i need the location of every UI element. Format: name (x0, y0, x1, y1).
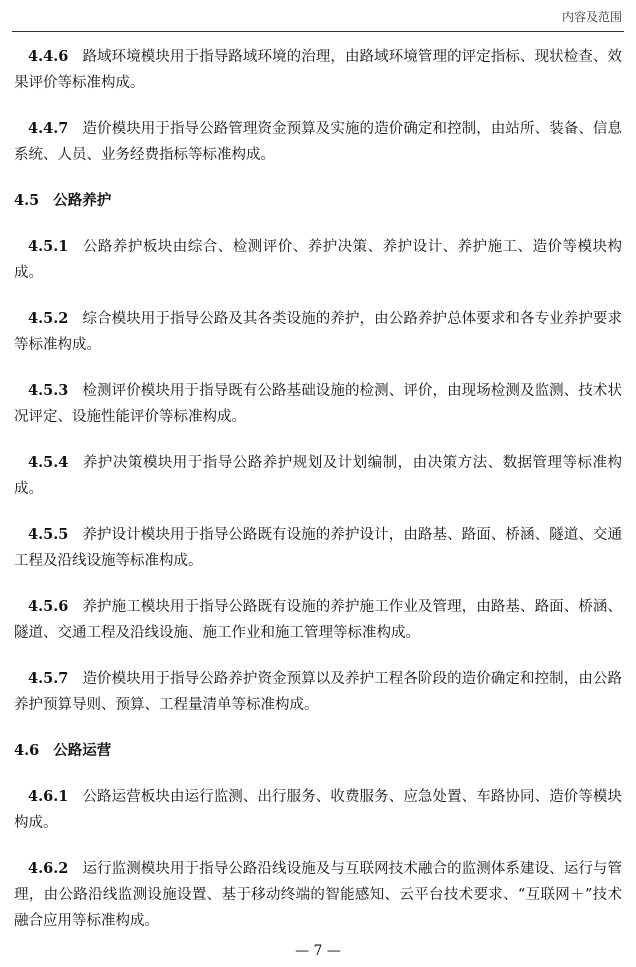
section-title: 公路养护 (53, 193, 112, 209)
clause-text: 检测评价模块用于指导既有公路基础设施的检测、评价，由现场检测及监测、技术状况评定、设施性能评价等标准构成。 (14, 383, 622, 425)
running-title: 内容及范围 (561, 10, 622, 24)
clause-text: 养护决策模块用于指导公路养护规划及计划编制，由决策方法、数据管理等标准构成。 (14, 455, 622, 497)
clause-number: 4.5.6 (28, 598, 69, 615)
clause-number: 4.5.4 (28, 454, 69, 471)
clause-text: 运行监测模块用于指导公路沿线设施及与互联网技术融合的监测体系建设、运行与管理，由公路沿线监测设施设置、基于移动终端的智能感知、云平台技术要求、“互联网＋”技术融合应用等标准构成。 (14, 861, 622, 929)
clause-4-5-4 (14, 450, 622, 502)
clause-4-4-6 (14, 44, 622, 96)
clause-number: 4.4.7 (28, 120, 69, 137)
clause-text: 公路运营板块由运行监测、出行服务、收费服务、应急处置、车路协同、造价等模块构成。 (14, 789, 622, 831)
clause-number: 4.4.6 (28, 48, 69, 65)
clause-text: 公路养护板块由综合、检测评价、养护决策、养护设计、养护施工、造价等模块构成。 (14, 239, 622, 281)
clause-number: 4.5.1 (28, 238, 69, 255)
clause-4-6-2 (14, 856, 622, 934)
clause-4-5-5 (14, 522, 622, 574)
clause-text: 养护施工模块用于指导公路既有设施的养护施工作业及管理，由路基、路面、桥涵、隧道、交通工程及沿线设施、施工作业和施工管理等标准构成。 (14, 599, 622, 641)
section-title: 公路运营 (53, 743, 112, 759)
clause-text: 综合模块用于指导公路及其各类设施的养护，由公路养护总体要求和各专业养护要求等标准构成。 (14, 311, 622, 353)
clause-4-5-2 (14, 306, 622, 358)
clause-number: 4.5.5 (28, 526, 69, 543)
clause-number: 4.6.2 (28, 860, 69, 877)
clause-number: 4.5.7 (28, 670, 69, 687)
header-rule (12, 31, 624, 32)
clause-4-5-6 (14, 594, 622, 646)
section-number: 4.6 (14, 742, 40, 759)
clause-number: 4.6.1 (28, 788, 69, 805)
document-body (14, 44, 622, 954)
clause-text: 造价模块用于指导公路养护资金预算以及养护工程各阶段的造价确定和控制，由公路养护预算导则、预算、工程量清单等标准构成。 (14, 671, 622, 713)
section-heading-4-6 (14, 738, 622, 764)
section-number: 4.5 (14, 192, 40, 209)
clause-4-6-1 (14, 784, 622, 836)
clause-number: 4.5.3 (28, 382, 69, 399)
clause-4-5-1 (14, 234, 622, 286)
clause-number: 4.5.2 (28, 310, 69, 327)
clause-4-5-3 (14, 378, 622, 430)
clause-text: 养护设计模块用于指导公路既有设施的养护设计，由路基、路面、桥涵、隧道、交通工程及沿线设施等标准构成。 (14, 527, 622, 569)
section-heading-4-5 (14, 188, 622, 214)
clause-4-4-7 (14, 116, 622, 168)
clause-text: 路域环境模块用于指导路域环境的治理，由路域环境管理的评定指标、现状检查、效果评价等标准构成。 (14, 49, 622, 91)
clause-4-5-7 (14, 666, 622, 718)
clause-text: 造价模块用于指导公路管理资金预算及实施的造价确定和控制，由站所、装备、信息系统、人员、业务经费指标等标准构成。 (14, 121, 622, 163)
page-number: — 7 — (295, 943, 341, 959)
